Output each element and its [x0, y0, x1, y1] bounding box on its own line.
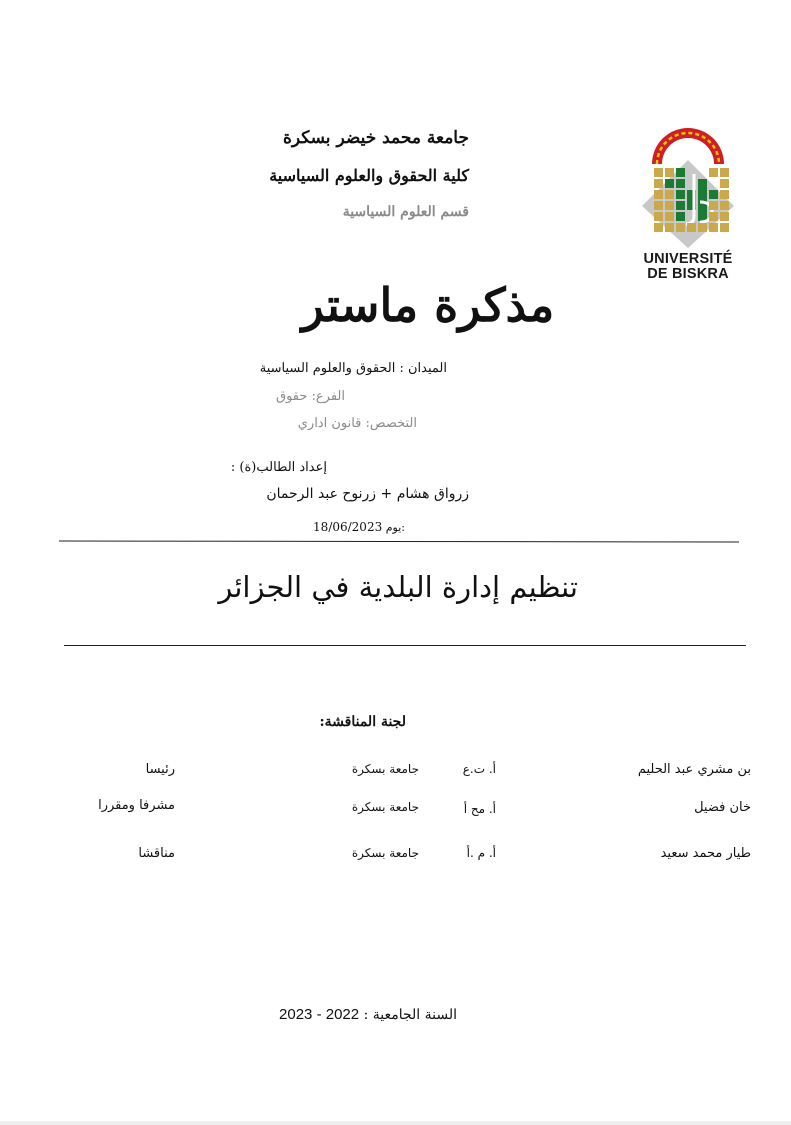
- member-rank: أ. م .أ: [466, 846, 496, 860]
- university-logo: [634, 124, 742, 284]
- student-names: زرواق هشام + زرنوح عبد الرحمان: [266, 486, 469, 502]
- member-role: مناقشا: [138, 846, 175, 861]
- divider-top: [59, 541, 739, 543]
- logo-text-line1: UNIVERSITÉ: [643, 251, 733, 267]
- date-value: 18/06/2023: [313, 520, 383, 534]
- date-label: يوم:: [385, 521, 405, 534]
- logo-emblem-icon: [634, 124, 742, 248]
- faculty-name: كلية الحقوق والعلوم السياسية: [269, 166, 469, 185]
- prepared-by-label: إعداد الطالب(ة) :: [230, 460, 327, 475]
- divider-bottom: [64, 645, 746, 646]
- university-name: جامعة محمد خيضر بسكرة: [282, 128, 469, 148]
- thesis-title: تنظيم إدارة البلدية في الجزائر: [218, 570, 578, 604]
- member-rank: أ. ت.ع: [462, 762, 496, 776]
- member-name: خان فضيل: [694, 800, 751, 815]
- branch-line: الفرع: حقوق: [275, 389, 345, 404]
- department-name: قسم العلوم السياسية: [342, 204, 469, 220]
- memo-title: مذكرة ماستر: [301, 278, 555, 332]
- member-rank: أ. مح أ: [463, 802, 496, 816]
- page-bottom-edge: [0, 1121, 791, 1125]
- specialty-line: التخصص: قانون اداري: [297, 416, 417, 431]
- academic-year-label: السنة الجامعية :: [363, 1007, 457, 1023]
- defense-date: [313, 520, 405, 534]
- member-role: رئيسا: [145, 762, 175, 777]
- member-university: جامعة بسكرة: [351, 846, 419, 860]
- member-name: طيار محمد سعيد: [660, 846, 751, 861]
- field-line: الميدان : الحقوق والعلوم السياسية: [259, 361, 447, 376]
- committee-heading: لجنة المناقشة:: [319, 714, 406, 730]
- member-university: جامعة بسكرة: [351, 762, 419, 776]
- member-university: جامعة بسكرة: [351, 800, 419, 814]
- member-name: بن مشري عبد الحليم: [637, 762, 751, 777]
- logo-text-line2: DE BISKRA: [647, 266, 729, 282]
- member-role: مشرفا ومقررا: [98, 798, 175, 813]
- academic-year-value: 2023 - 2022: [279, 1006, 360, 1023]
- academic-year: [279, 1006, 457, 1023]
